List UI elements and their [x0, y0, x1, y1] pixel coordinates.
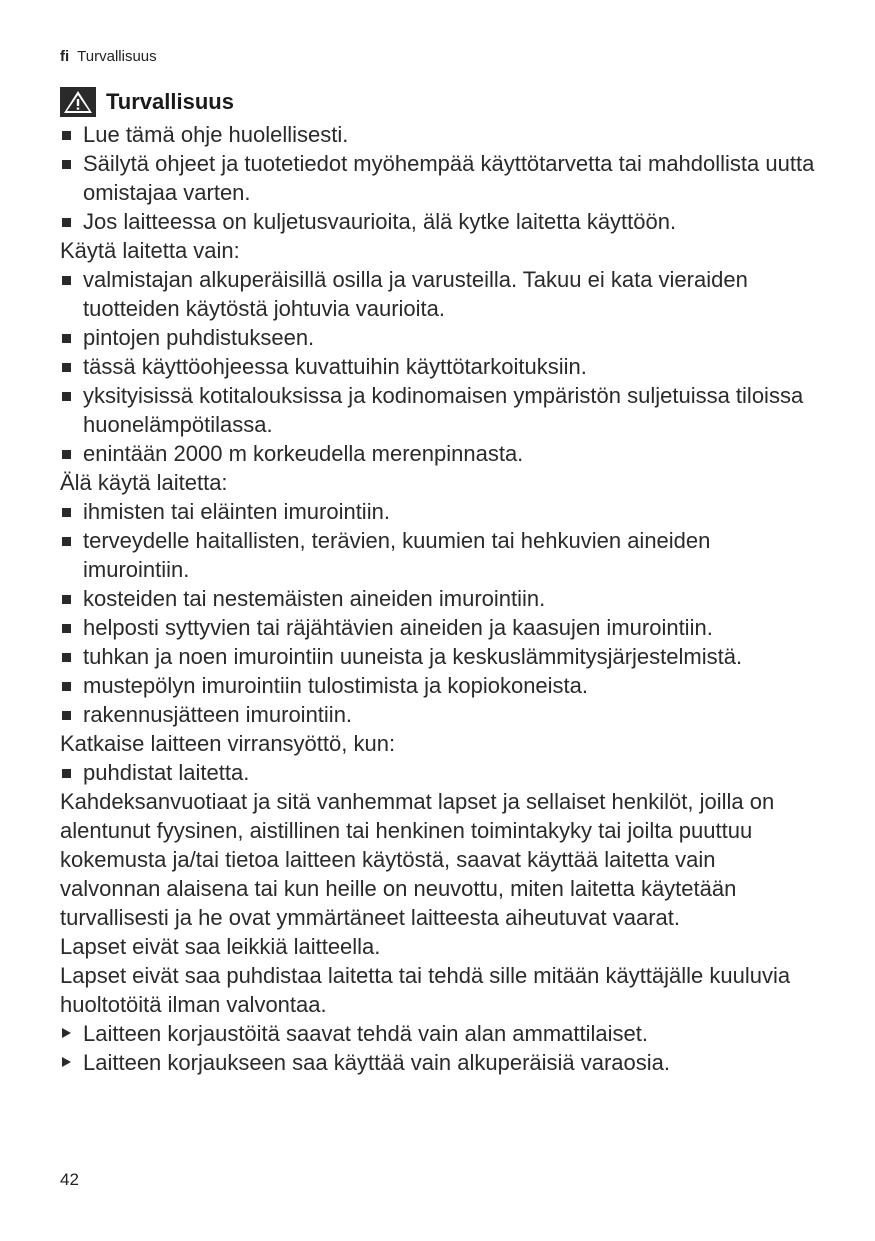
language-code: fi	[60, 48, 70, 65]
use-only-item: yksityisissä kotitalouksissa ja kodinomaisen ympäristön suljetuissa tiloissa huonelämpötilassa.	[60, 381, 820, 439]
intro-bullet: Säilytä ohjeet ja tuotetiedot myöhempää käyttötarvetta tai mahdollista uutta omistajaa varten.	[60, 149, 820, 207]
page-header	[60, 48, 157, 65]
warning-icon	[60, 87, 96, 117]
intro-bullet: Jos laitteessa on kuljetusvaurioita, älä kytke laitetta käyttöön.	[60, 207, 820, 236]
disconnect-item: puhdistat laitetta.	[60, 758, 820, 787]
children-paragraph: Kahdeksanvuotiaat ja sitä vanhemmat lapset ja sellaiset henkilöt, joilla on alentunut fyysinen, aistillinen tai henkinen toimintakyky tai joilta puuttuu kokemusta ja/tai tietoa laitteen käytöstä, saavat käyttää laitetta vain valvonnan alaisena tai kun heille on neuvottu, miten laitetta käytetään turvallisesti ja he ovat ymmärtäneet laitteesta aiheutuvat vaarat.	[60, 789, 775, 930]
do-not-use-item: ihmisten tai eläinten imurointiin.	[60, 497, 820, 526]
do-not-use-item: tuhkan ja noen imurointiin uuneista ja keskuslämmitysjärjestelmistä.	[60, 642, 820, 671]
children-cleaning-paragraph: Lapset eivät saa puhdistaa laitetta tai tehdä sille mitään käyttäjälle kuuluvia huoltotöitä ilman valvontaa.	[60, 963, 791, 1017]
do-not-use-item: helposti syttyvien tai räjähtävien aineiden ja kaasujen imurointiin.	[60, 613, 820, 642]
children-play-paragraph: Lapset eivät saa leikkiä laitteella.	[60, 934, 381, 959]
disconnect-heading: Katkaise laitteen virransyöttö, kun:	[60, 731, 396, 756]
page-number: 42	[60, 1170, 79, 1189]
intro-bullet: Lue tämä ohje huolellisesti.	[60, 120, 820, 149]
do-not-use-item: kosteiden tai nestemäisten aineiden imurointiin.	[60, 584, 820, 613]
use-only-item: valmistajan alkuperäisillä osilla ja varusteilla. Takuu ei kata vieraiden tuotteiden käytöstä johtuvia vaurioita.	[60, 265, 820, 323]
use-only-item: enintään 2000 m korkeudella merenpinnasta.	[60, 439, 820, 468]
section-name: Turvallisuus	[77, 48, 157, 65]
do-not-use-heading: Älä käytä laitetta:	[60, 470, 228, 495]
use-only-item: tässä käyttöohjeessa kuvattuihin käyttötarkoituksiin.	[60, 352, 820, 381]
use-only-heading: Käytä laitetta vain:	[60, 238, 240, 263]
do-not-use-item: terveydelle haitallisten, terävien, kuumien tai hehkuvien aineiden imurointiin.	[60, 526, 820, 584]
section-title: Turvallisuus	[106, 89, 234, 114]
instruction-step: Laitteen korjaustöitä saavat tehdä vain alan ammattilaiset.	[60, 1019, 820, 1048]
do-not-use-item: rakennusjätteen imurointiin.	[60, 700, 820, 729]
instruction-step: Laitteen korjaukseen saa käyttää vain alkuperäisiä varaosia.	[60, 1048, 820, 1077]
do-not-use-item: mustepölyn imurointiin tulostimista ja kopiokoneista.	[60, 671, 820, 700]
safety-section	[60, 86, 820, 1077]
section-title-row	[60, 86, 820, 118]
use-only-item: pintojen puhdistukseen.	[60, 323, 820, 352]
